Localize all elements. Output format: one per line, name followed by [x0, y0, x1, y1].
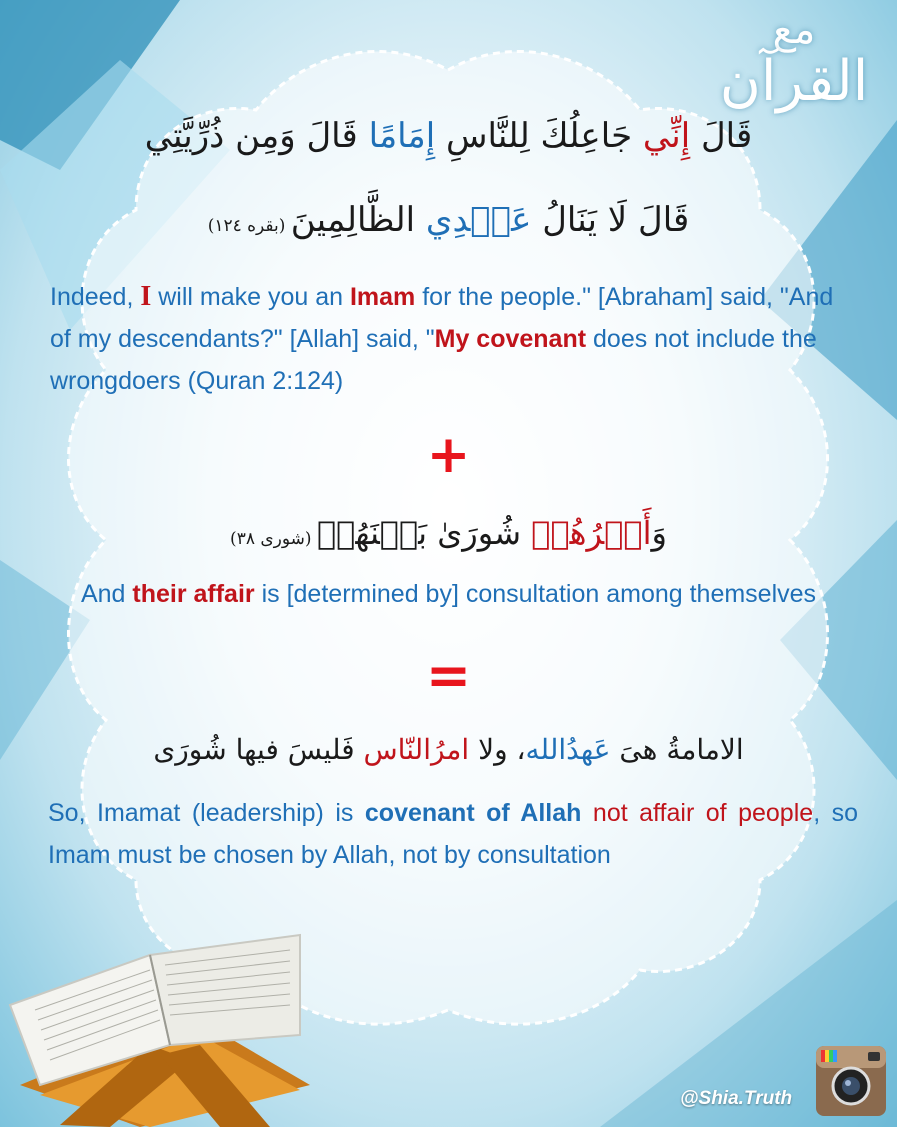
- conclusion-red-text: not affair of people: [581, 799, 814, 827]
- logo-line-2: القرآن: [719, 49, 869, 114]
- verse-text: جَاعِلُكَ لِلنَّاسِ: [435, 116, 643, 156]
- quran-book-illustration: [0, 895, 330, 1127]
- verse-text: قَالَ: [690, 116, 753, 156]
- translation-text: And: [80, 580, 133, 608]
- verse-text: شُورَىٰ بَيۡنَهُمۡ: [316, 514, 532, 552]
- conclusion-text: , so Imam must be chosen by Allah, not by consultation: [48, 799, 859, 869]
- verse-highlight: أَمۡرُهُمۡ: [531, 514, 652, 552]
- verse-text: قَالَ لَا يَنَالُ: [531, 200, 690, 240]
- translation-text: is [determined by] consultation among themselves: [254, 580, 817, 608]
- verse2: [0, 510, 897, 562]
- conclusion-text: فَلیسَ فیها شُورَی: [153, 733, 364, 766]
- conclusion-highlight: عَهدُالله: [525, 733, 611, 766]
- conclusion-text: الامامةُ هیَ: [610, 733, 744, 766]
- verse-reference: (شوری ٣٨): [230, 529, 317, 549]
- verse-text: قَالَ وَمِن ذُرِّيَّتِي: [144, 116, 369, 156]
- verse-highlight: عَهۡدِي: [425, 200, 532, 240]
- translation-emphasis: their affair: [132, 580, 255, 608]
- verse-text: وَ: [651, 514, 667, 552]
- verse1-line1: [0, 112, 897, 160]
- plus-symbol: +: [426, 425, 471, 485]
- conclusion-emphasis: covenant of Allah: [364, 799, 582, 827]
- translation-emphasis: My covenant: [434, 325, 587, 353]
- conclusion-text: So, Imamat (leadership) is: [48, 799, 365, 827]
- conclusion-highlight: امرُالنّاس: [363, 733, 470, 766]
- translation-emphasis: Imam: [349, 283, 416, 311]
- conclusion-arabic: [0, 728, 897, 772]
- quran-logo: [709, 8, 879, 118]
- translation-emphasis: I: [140, 281, 152, 312]
- verse-highlight: إِمَامًا: [368, 116, 436, 156]
- verse-text: الظَّالِمِينَ: [290, 200, 426, 240]
- translation-text: Indeed,: [50, 283, 141, 311]
- translation-text: for the people." [Abraham] said, "And of my descendants?" [Allah] said, ": [50, 283, 834, 353]
- logo-line-1: مع: [772, 7, 816, 53]
- equals-symbol: =: [425, 644, 472, 707]
- conclusion-text: ، ولا: [469, 733, 526, 766]
- account-handle: @Shia.Truth: [680, 1088, 793, 1109]
- verse-reference: (بقره ١٢٤): [207, 216, 291, 236]
- translation-text: will make you an: [151, 283, 350, 311]
- verse1-line2: [0, 196, 897, 250]
- translation2: [0, 576, 897, 612]
- translation-text: does not include the wrongdoers (Quran 2:124): [50, 325, 817, 395]
- conclusion-english: [48, 792, 858, 876]
- instagram-icon: [816, 1046, 886, 1116]
- verse-highlight: إِنِّي: [642, 116, 691, 156]
- translation1: [50, 276, 850, 402]
